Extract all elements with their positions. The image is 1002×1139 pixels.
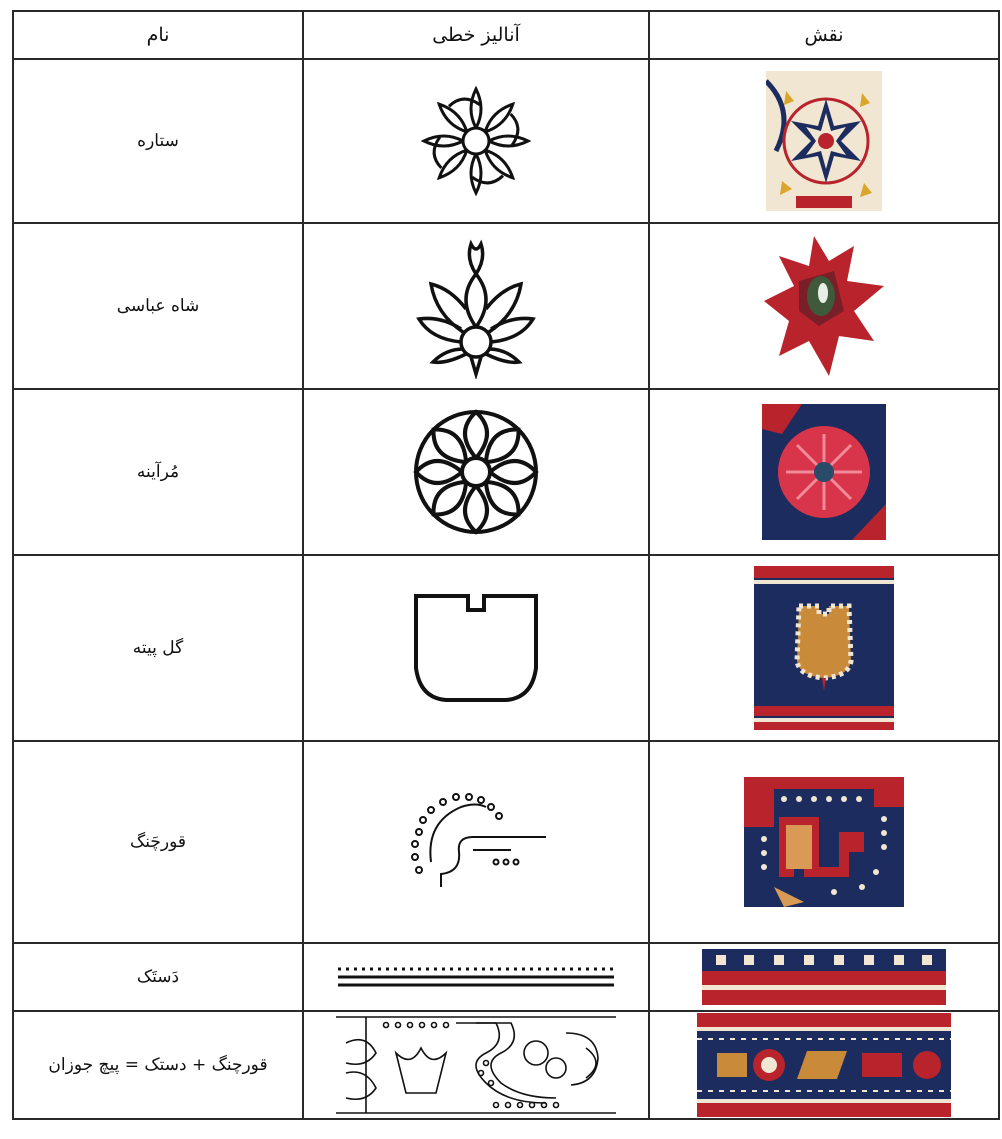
photo-cell: [649, 943, 999, 1011]
photo-cell: [649, 741, 999, 943]
shah-abbasi-motif-photo: [759, 231, 889, 381]
shah-abbasi-flower-icon: [411, 234, 541, 379]
morayneh-motif-photo: [762, 404, 886, 540]
eight-petal-rosette-icon: [411, 407, 541, 537]
photo-cell: [649, 59, 999, 223]
motif-name: شاه عباسی: [13, 223, 303, 389]
photo-cell: [649, 1011, 999, 1119]
line-analysis-cell: [303, 59, 649, 223]
gol-piteh-motif-photo: [754, 566, 894, 730]
border-pattern-icon: [336, 1013, 616, 1117]
table-row: [13, 389, 999, 555]
pich-jowzan-motif-photo: [697, 1013, 951, 1117]
motif-name: ستاره: [13, 59, 303, 223]
line-analysis-cell: [303, 223, 649, 389]
motif-name: قورچَنگ: [13, 741, 303, 943]
table-row: [13, 943, 999, 1011]
line-analysis-cell: [303, 389, 649, 555]
motif-name: گل پیته: [13, 555, 303, 741]
photo-cell: [649, 555, 999, 741]
motif-name: دَستَک: [13, 943, 303, 1011]
table-row: [13, 59, 999, 223]
motif-name: قورچنگ + دستک = پیچ جوزان: [13, 1011, 303, 1119]
table-row: [13, 223, 999, 389]
line-analysis-cell: [303, 555, 649, 741]
motif-table: [12, 10, 1000, 1120]
table-row: [13, 1011, 999, 1119]
line-analysis-cell: [303, 741, 649, 943]
table-row: [13, 555, 999, 741]
photo-cell: [649, 223, 999, 389]
ghorchang-motif-photo: [744, 777, 904, 907]
header-motif: نقش: [649, 11, 999, 59]
motif-name: مُرآینه: [13, 389, 303, 555]
photo-cell: [649, 389, 999, 555]
header-analysis: آنالیز خطی: [303, 11, 649, 59]
table-row: [13, 741, 999, 943]
line-analysis-cell: [303, 1011, 649, 1119]
header-name: نام: [13, 11, 303, 59]
dotted-border-lines-icon: [338, 965, 614, 989]
dastak-motif-photo: [702, 949, 946, 1005]
hook-dotted-scroll-icon: [401, 782, 551, 902]
line-analysis-cell: [303, 943, 649, 1011]
rosette-eight-petal-icon: [418, 83, 534, 199]
header-row: [13, 11, 999, 59]
notched-shield-icon: [406, 588, 546, 708]
star-motif-photo: [766, 71, 882, 211]
